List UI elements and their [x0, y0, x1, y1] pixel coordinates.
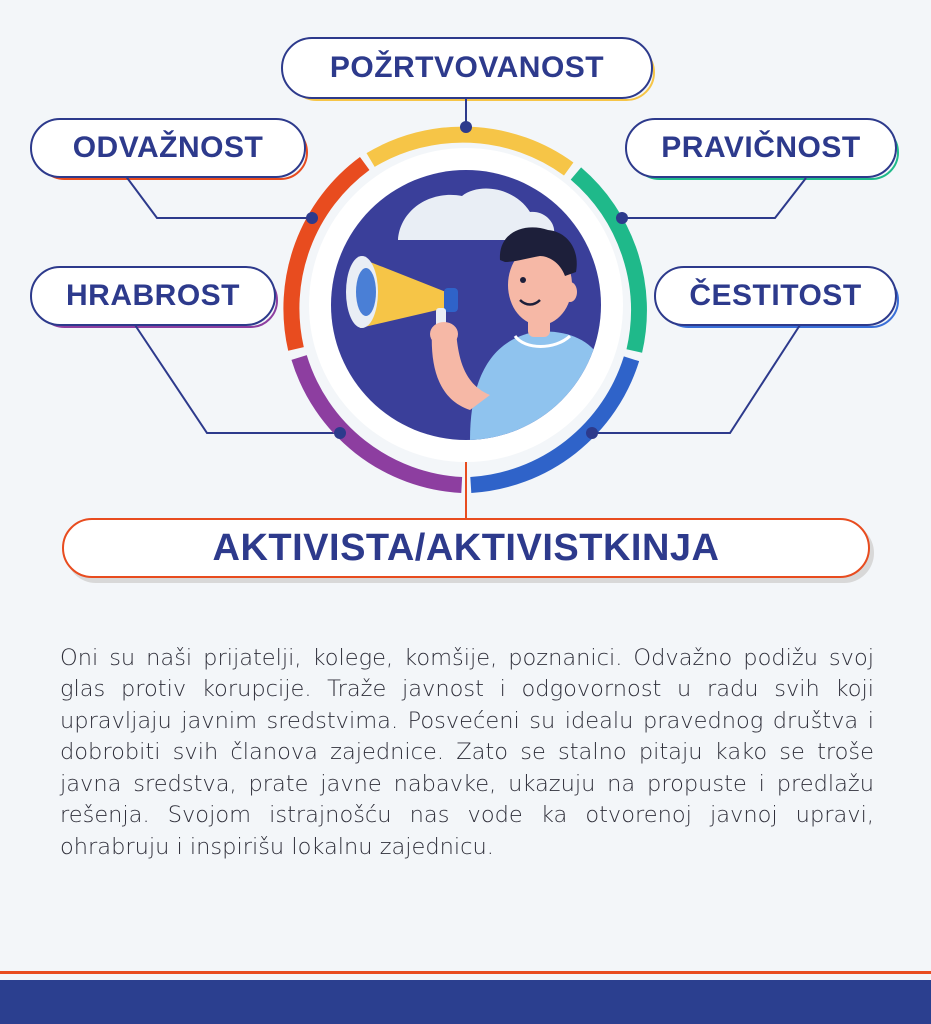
value-pill-cestitost	[654, 266, 897, 326]
connector-right-top	[622, 178, 806, 218]
bottom-divider	[0, 971, 931, 974]
dot-right-top	[616, 212, 628, 224]
connector-left-top	[125, 175, 312, 218]
value-label: ODVAŽNOST	[72, 131, 264, 164]
value-pill-pravicnost	[625, 118, 897, 178]
value-pill-hrabrost	[30, 266, 276, 326]
hand	[430, 322, 458, 346]
value-label: POŽRTVOVANOST	[329, 51, 605, 84]
value-label: PRAVIČNOST	[661, 131, 861, 164]
value-label: HRABROST	[66, 279, 240, 312]
value-label: ČESTITOST	[689, 279, 862, 312]
description-text: Oni su naši prijatelji, kolege, komšije, poznanici. Odvažno podižu svoj glas protiv korupcije. Traže javnost i odgovornost u radu svih koji upravljaju javnim sredstvima. Posvećeni su idealu pravednog društva i dobrobiti svih članova zajednice. Zato se stalno pitaju kako se troše javna sredstva, prate javne nabavke, ukazuju na propuste i predlažu rešenja. Svojom istrajnošću nas vode ka otvorenoj javnoj upravi, ohrabruju i inspirišu lokalnu zajednicu.	[60, 644, 874, 860]
main-label: AKTIVISTA/AKTIVISTKINJA	[212, 526, 720, 569]
dot-right-bottom	[586, 427, 598, 439]
dot-top	[460, 121, 472, 133]
dot-left-bottom	[334, 427, 346, 439]
value-pill-pozrtvovanost	[281, 37, 653, 99]
main-label-pill	[62, 518, 870, 578]
footer-bar	[0, 980, 931, 1024]
dot-left-top	[306, 212, 318, 224]
value-pill-odvaznost	[30, 118, 306, 178]
